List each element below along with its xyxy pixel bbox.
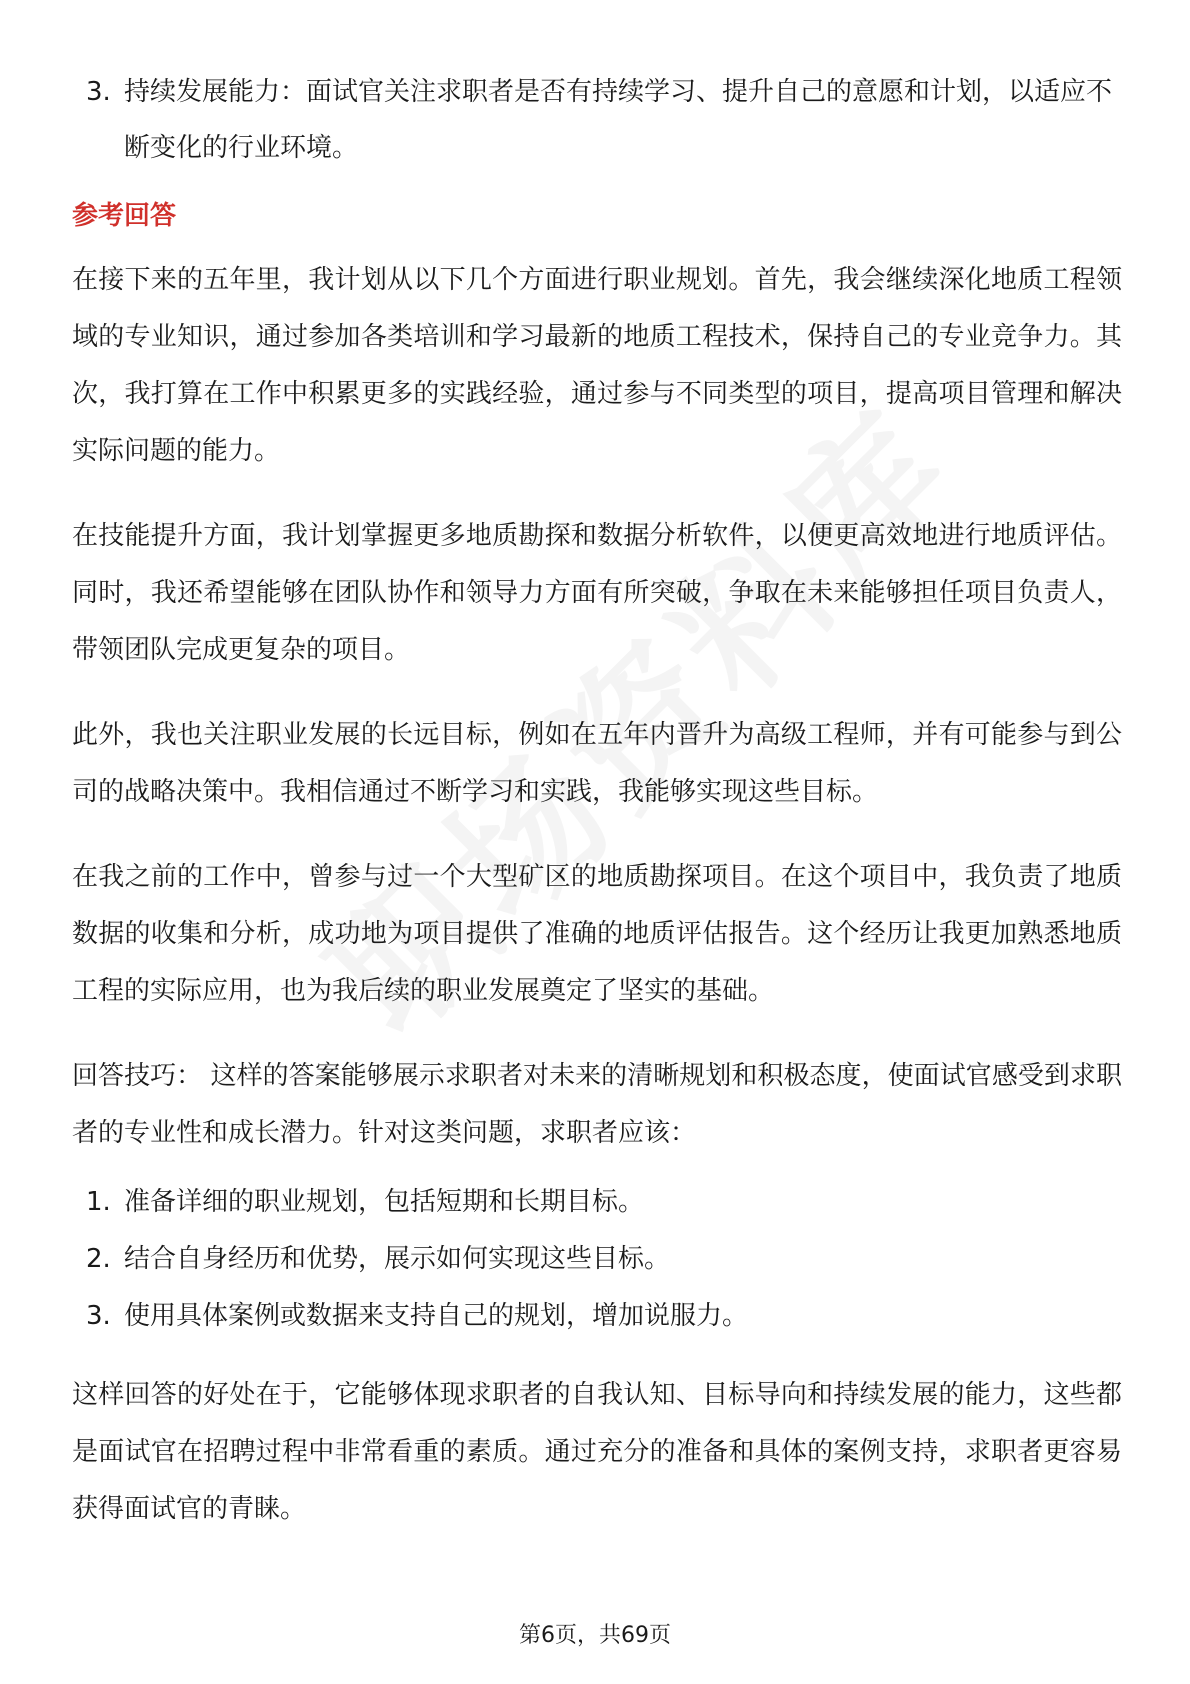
section-heading: 参考回答 <box>72 201 177 231</box>
list-item <box>72 64 1122 176</box>
paragraph: 在我之前的工作中，曾参与过一个大型矿区的地质勘探项目。在这个项目中，我负责了地质数据的收集和分析，成功地为项目提供了准确的地质评估报告。这个经历让我更加熟悉地质工程的实际应用，也为我后续的职业发展奠定了坚实的基础。 <box>72 862 1122 1006</box>
list-number: 3. <box>86 77 111 107</box>
top-list <box>72 64 1122 176</box>
paragraph: 在接下来的五年里，我计划从以下几个方面进行职业规划。首先，我会继续深化地质工程领域的专业知识，通过参加各类培训和学习最新的地质工程技术，保持自己的专业竞争力。其次，我打算在工作中积累更多的实践经验，通过参与不同类型的项目，提高项目管理和解决实际问题的能力。 <box>72 265 1122 466</box>
closing-paragraph: 这样回答的好处在于，它能够体现求职者的自我认知、目标导向和持续发展的能力，这些都是面试官在招聘过程中非常看重的素质。通过充分的准备和具体的案例支持，求职者更容易获得面试官的青睐。 <box>72 1380 1122 1524</box>
list-number: 3. <box>86 1301 111 1331</box>
list-text: 持续发展能力：面试官关注求职者是否有持续学习、提升自己的意愿和计划，以适应不断变化的行业环境。 <box>124 77 1113 163</box>
list-item <box>72 1174 1122 1231</box>
list-item <box>72 1288 1122 1345</box>
page-footer: 第6页，共69页 <box>519 1623 671 1648</box>
list-number: 1. <box>86 1187 111 1217</box>
paragraph: 在技能提升方面，我计划掌握更多地质勘探和数据分析软件，以便更高效地进行地质评估。同时，我还希望能够在团队协作和领导力方面有所突破，争取在未来能够担任项目负责人，带领团队完成更复杂的项目。 <box>72 521 1122 665</box>
list-number: 2. <box>86 1244 111 1274</box>
content <box>72 64 1122 1566</box>
list-item <box>72 1231 1122 1288</box>
paragraph: 此外，我也关注职业发展的长远目标，例如在五年内晋升为高级工程师，并有可能参与到公司的战略决策中。我相信通过不断学习和实践，我能够实现这些目标。 <box>72 720 1122 807</box>
list-text: 使用具体案例或数据来支持自己的规划，增加说服力。 <box>124 1301 749 1331</box>
list-text: 准备详细的职业规划，包括短期和长期目标。 <box>124 1187 645 1217</box>
answer-tips-paragraph: 回答技巧： 这样的答案能够展示求职者对未来的清晰规划和积极态度，使面试官感受到求职者的专业性和成长潜力。针对这类问题，求职者应该： <box>72 1061 1122 1148</box>
list-text: 结合自身经历和优势，展示如何实现这些目标。 <box>124 1244 671 1274</box>
tips-list <box>72 1174 1122 1345</box>
